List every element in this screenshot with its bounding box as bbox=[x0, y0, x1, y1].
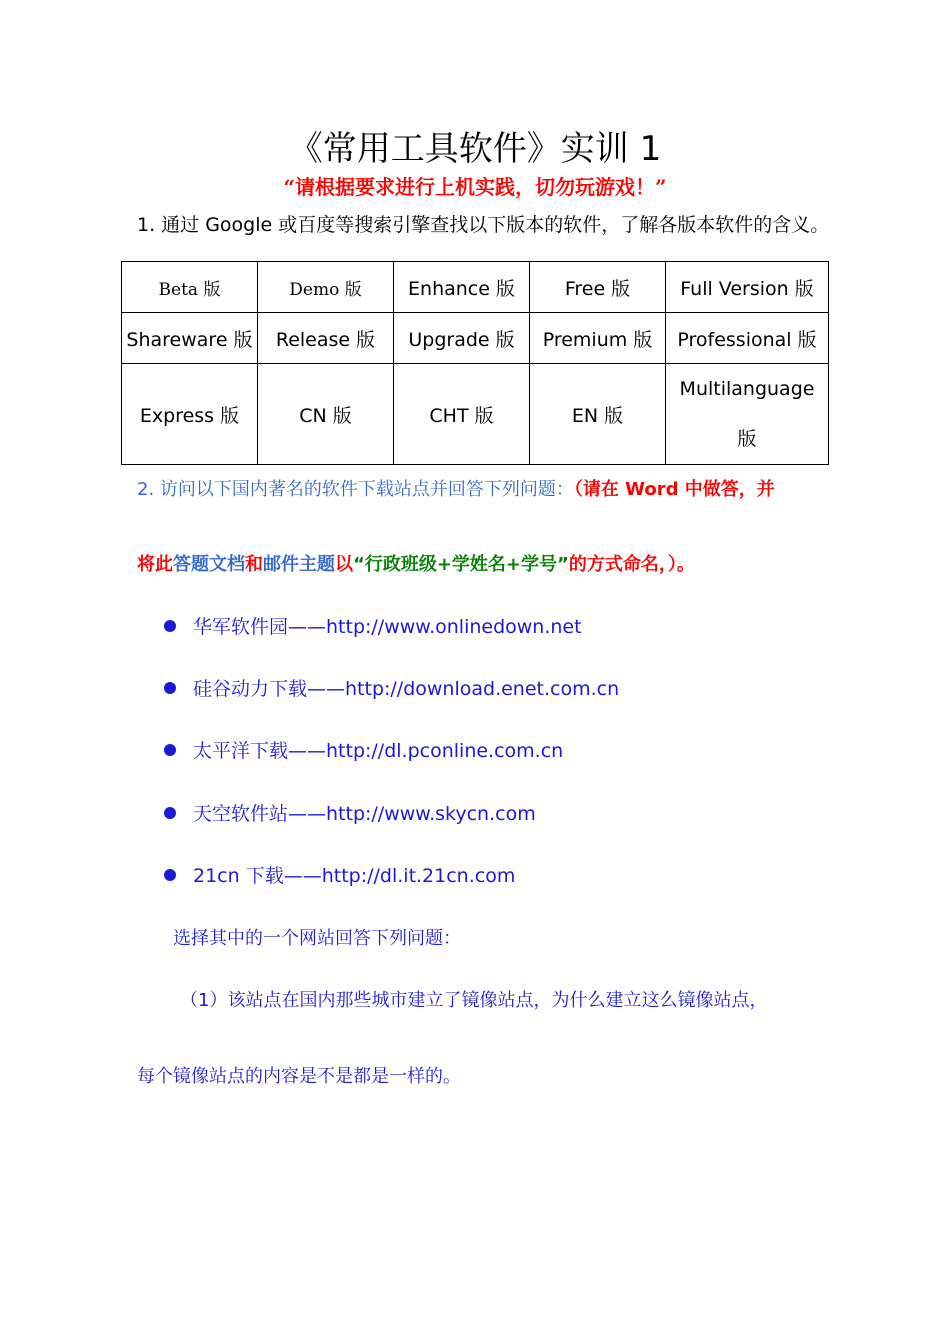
table-row bbox=[122, 313, 829, 364]
bullet-icon bbox=[164, 744, 176, 756]
list-item bbox=[164, 737, 563, 765]
site-link[interactable]: 华军软件园——http://www.onlinedown.net bbox=[193, 616, 582, 638]
question-2-intro: 2. 访问以下国内著名的软件下载站点并回答下列问题： bbox=[137, 479, 574, 500]
bullet-icon bbox=[164, 807, 176, 819]
sub-question-1-continued: 每个镜像站点的内容是不是都是一样的。 bbox=[137, 1066, 461, 1087]
table-row bbox=[122, 262, 829, 313]
page-title: 《常用工具软件》实训 1 bbox=[288, 129, 662, 169]
table-cell: Shareware 版 bbox=[122, 313, 258, 364]
site-link[interactable]: 21cn 下载——http://dl.it.21cn.com bbox=[193, 865, 516, 887]
bullet-icon bbox=[164, 682, 176, 694]
table-cell: Demo 版 bbox=[258, 262, 394, 313]
table-cell: EN 版 bbox=[530, 364, 666, 465]
cell-line: 版 bbox=[737, 428, 757, 450]
versions-table bbox=[121, 261, 829, 465]
question-1: 1. 通过 Google 或百度等搜索引擎查找以下版本的软件，了解各版本软件的含义。 bbox=[137, 214, 830, 236]
table-cell: Premium 版 bbox=[530, 313, 666, 364]
table-cell: Enhance 版 bbox=[394, 262, 530, 313]
subtitle-warning: “请根据要求进行上机实践，切勿玩游戏！” bbox=[283, 175, 667, 199]
table-cell: CN 版 bbox=[258, 364, 394, 465]
bullet-icon bbox=[164, 869, 176, 881]
table-cell: Free 版 bbox=[530, 262, 666, 313]
site-link[interactable]: 天空软件站——http://www.skycn.com bbox=[193, 803, 536, 825]
site-link[interactable]: 硅谷动力下载——http://download.enet.com.cn bbox=[193, 678, 620, 700]
instruction-naming: “行政班级+学姓名+学号” bbox=[353, 554, 569, 575]
instruction-doc: 答题文档 bbox=[173, 554, 245, 575]
table-cell: Release 版 bbox=[258, 313, 394, 364]
table-cell: Beta 版 bbox=[122, 262, 258, 313]
list-item bbox=[164, 862, 515, 890]
table-cell-multilanguage bbox=[666, 364, 829, 465]
table-cell: Upgrade 版 bbox=[394, 313, 530, 364]
instruction-text: 以 bbox=[335, 554, 353, 575]
question-2-line-1 bbox=[137, 476, 775, 504]
instruction-subject: 邮件主题 bbox=[263, 554, 335, 575]
sub-question-1: （1）该站点在国内那些城市建立了镜像站点，为什么建立这么镜像站点， bbox=[180, 990, 768, 1011]
table-cell: Full Version 版 bbox=[666, 262, 829, 313]
site-link[interactable]: 太平洋下载——http://dl.pconline.com.cn bbox=[193, 740, 564, 762]
instruction-text: 将此 bbox=[137, 554, 173, 575]
instruction-text: 的方式命名，）。 bbox=[568, 554, 695, 575]
table-cell: Express 版 bbox=[122, 364, 258, 465]
choose-prompt: 选择其中的一个网站回答下列问题： bbox=[173, 928, 461, 949]
bullet-icon bbox=[164, 620, 176, 632]
question-2-instruction: （请在 Word 中做答，并 bbox=[573, 479, 775, 500]
list-item bbox=[164, 613, 582, 641]
table-row bbox=[122, 364, 829, 465]
list-item bbox=[164, 800, 536, 828]
question-2-line-2 bbox=[137, 551, 695, 579]
table-cell: Professional 版 bbox=[666, 313, 829, 364]
instruction-text: 和 bbox=[245, 554, 263, 575]
list-item bbox=[164, 675, 619, 703]
cell-line: Multilanguage bbox=[679, 378, 815, 400]
table-cell: CHT 版 bbox=[394, 364, 530, 465]
